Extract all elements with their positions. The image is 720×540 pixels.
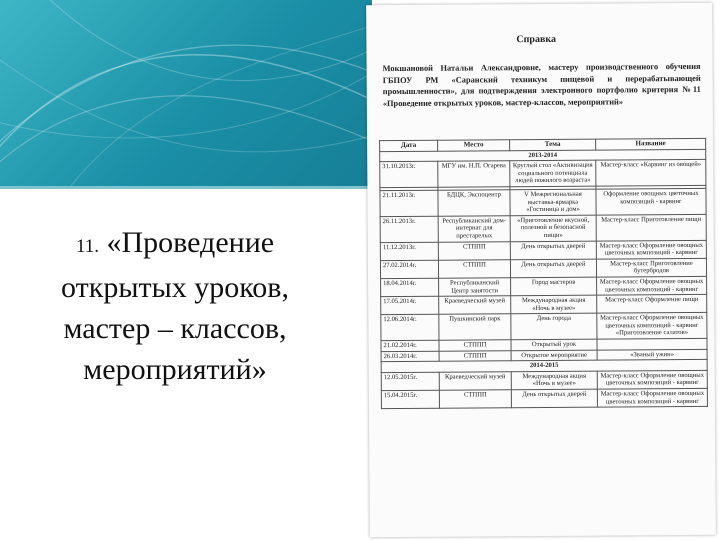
table-row	[380, 188, 706, 216]
cell-place: Пушкинский парк	[439, 314, 511, 340]
cell-place: МГУ им. Н.П. Огарева	[438, 161, 510, 187]
slide-title	[30, 222, 320, 390]
cell-name: Мастер-класс Приготовление бутербродов	[596, 258, 706, 277]
table-row	[380, 214, 706, 242]
table-row	[381, 388, 707, 408]
decorative-header-band	[0, 0, 372, 188]
cell-name: Мастер-класс Оформление овощных цветочных композиций - карвинг «Приготовление салатов»	[597, 313, 707, 340]
slide-title-text: «Проведение открытых уроков, мастер – классов, мероприятий»	[61, 226, 289, 386]
cell-date: 21.02.2014г.	[381, 340, 439, 351]
column-header: Дата	[380, 140, 438, 151]
cell-date: 21.11.2013г.	[380, 190, 438, 216]
cell-topic: «Приготовление вкусной, полезной и безопасной пищи»	[510, 215, 596, 241]
table-row	[381, 276, 707, 296]
table-row	[380, 160, 706, 188]
cell-place: СТППП	[439, 390, 511, 409]
cell-date: 26.11.2013г.	[380, 216, 438, 242]
cell-date: 26.03.2014г.	[381, 351, 439, 362]
cell-topic: V Межрегиональная выставка-ярмарка «Гостиница и дом»	[510, 189, 596, 215]
cell-name: Оформление овощных цветочных композиций - карвинг	[596, 188, 706, 215]
cell-topic: День города	[511, 313, 597, 339]
cell-place: Краеведческий музей	[439, 372, 511, 391]
scanned-document	[366, 3, 716, 537]
header-divider-line	[0, 186, 372, 189]
cell-date: 18.04.2014г.	[381, 278, 439, 297]
cell-date: 27.02.2014г.	[380, 260, 438, 279]
cell-name: Мастер-класс Оформление овощных цветочных композиций - карвинг	[597, 388, 707, 407]
cell-name	[597, 338, 707, 349]
events-table	[379, 138, 708, 409]
slide-number: 11.	[75, 236, 99, 257]
cell-date: 31.10.2013г.	[380, 161, 438, 187]
table-row	[380, 258, 706, 278]
cell-place: Республиканский дом-интернат для престарелых	[438, 215, 510, 241]
cell-name: Мастер-класс Оформление овощных цветочных композиций - карвинг	[597, 370, 707, 389]
cell-topic: Круглый стол «Активизация социального потенциала людей пожилого возраста»	[510, 160, 596, 186]
table-row	[381, 370, 707, 390]
decorative-swirl-graphic	[0, 0, 372, 188]
cell-topic: День открытых дверей	[510, 241, 596, 260]
table-row	[380, 240, 706, 260]
cell-place: СТППП	[439, 340, 511, 351]
cell-topic: Открытый урок	[511, 339, 597, 350]
cell-place: СТППП	[439, 350, 511, 361]
cell-place: Краеведческий музей	[439, 296, 511, 315]
cell-topic: Открытое мероприятие	[511, 350, 597, 361]
cell-name: Мастер-класс Оформление овощных цветочных композиций - карвинг	[596, 240, 706, 259]
table-row	[381, 294, 707, 314]
cell-topic: День открытых дверей	[511, 389, 597, 408]
table-row	[381, 313, 707, 341]
column-header: Место	[438, 140, 510, 151]
cell-name: Мастер-класс Оформление пищи	[597, 294, 707, 313]
cell-place: СТППП	[438, 259, 510, 278]
cell-name: «Званый ужин»	[597, 349, 707, 360]
cell-place: БДЦК, Экспоцентр	[438, 190, 510, 216]
document-intro: Мокшановой Натальи Александровне, мастеру производственного обучения ГБПОУ РМ «Саранский техникум пищевой и перерабатывающей промышленности», для подтверждения электронного портфолио критерия №11 «Проведение открытых уроков, мастер-классов, мероприятий»	[382, 61, 701, 108]
cell-name: Мастер-класс Оформление овощных цветочных композиций - карвинг	[597, 276, 707, 295]
cell-date: 11.12.2013г.	[380, 242, 438, 261]
cell-name: Мастер-класс Приготовление пищи	[596, 214, 706, 241]
cell-topic: Международная акция «Ночь в музее»	[511, 371, 597, 390]
cell-name: Мастер-класс «Карвинг из овощей»	[596, 160, 706, 187]
cell-date: 17.05.2014г.	[381, 296, 439, 315]
cell-place: СТППП	[438, 241, 510, 260]
year-cell: 2014-2015	[381, 360, 707, 373]
year-cell: 2013-2014	[380, 149, 706, 162]
cell-topic: Город мастеров	[511, 277, 597, 296]
cell-date: 12.06.2014г.	[381, 314, 439, 340]
cell-date: 12.05.2015г.	[381, 372, 439, 391]
cell-topic: День открытых дверей	[510, 259, 596, 278]
cell-date: 15.04.2015г.	[381, 390, 439, 409]
column-header: Название	[596, 138, 706, 149]
cell-topic: Международная акция «Ночь в музее»	[511, 295, 597, 314]
column-header: Тема	[510, 139, 596, 150]
document-heading: Справка	[516, 33, 556, 46]
cell-place: Республиканский Центр занятости	[439, 278, 511, 297]
